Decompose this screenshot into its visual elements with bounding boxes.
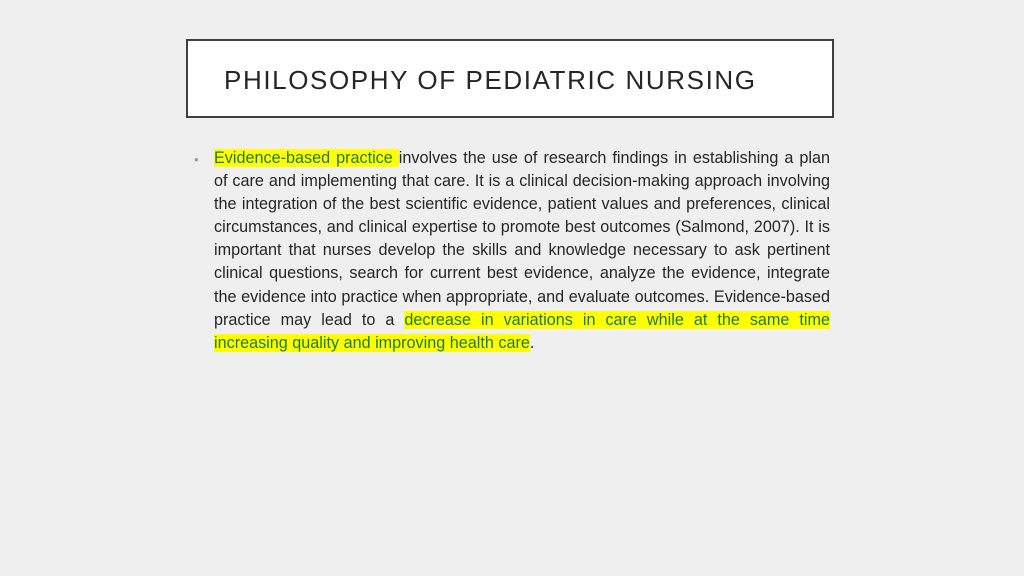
highlight-outcome: decrease in variations in care while at the same time increasing quality and improving health care <box>214 310 830 352</box>
bullet-icon: • <box>194 152 199 167</box>
paragraph-tail: . <box>529 333 535 352</box>
highlight-evidence-based-practice: Evidence-based practice <box>214 149 399 167</box>
body-paragraph <box>214 147 830 355</box>
title-box <box>186 39 834 118</box>
paragraph-body: involves the use of research findings in establishing a plan of care and implementing that care. It is a clinical decision-making approach involving the integration of the best scientific evidence, patient values and preferences, clinical circumstances, and clinical expertise to promote best outcomes (Salmond, 2007). It is important that nurses develop the skills and knowledge necessary to ask pertinent clinical questions, search for current best evidence, analyze the evidence, integrate the evidence into practice when appropriate, and evaluate outcomes. Evidence-based practice may lead to a <box>214 149 830 329</box>
slide-title: PHILOSOPHY OF PEDIATRIC NURSING <box>224 65 757 95</box>
